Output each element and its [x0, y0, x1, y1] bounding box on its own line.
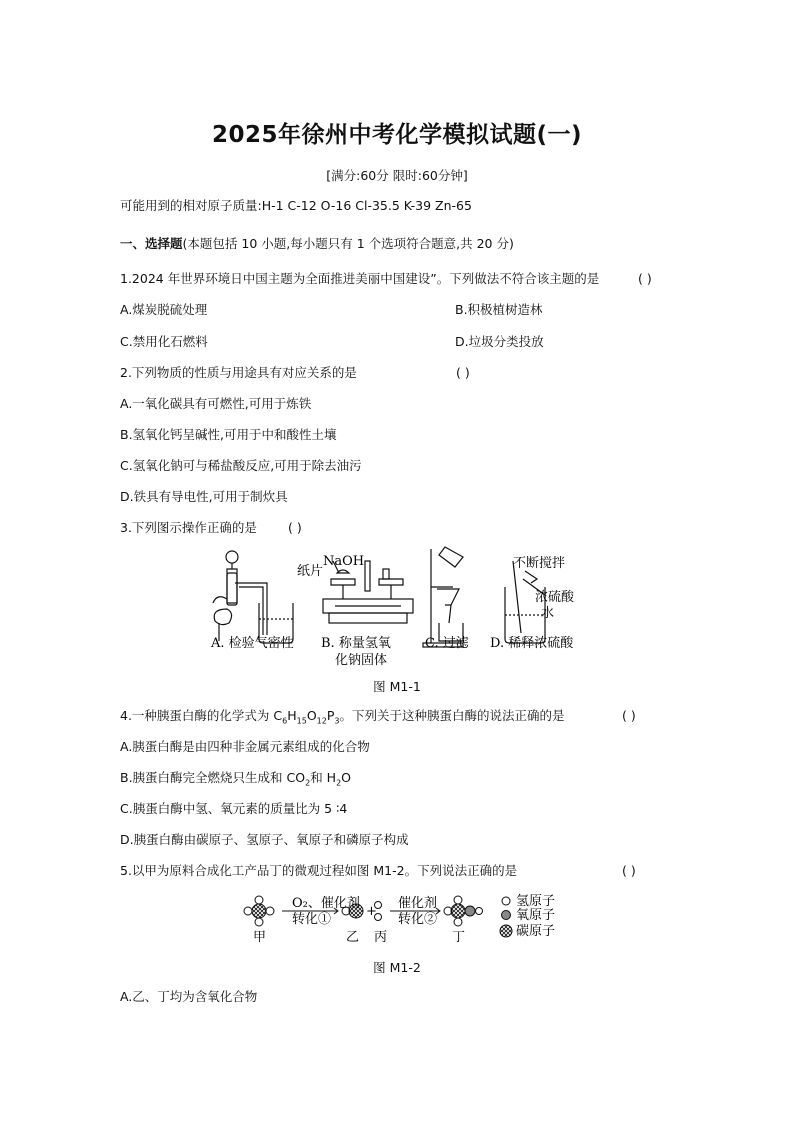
q4-b-sub1: 2: [305, 778, 311, 788]
option-c-label: C. 过滤: [425, 636, 469, 651]
formula-h: H: [287, 708, 297, 723]
section-heading: [120, 236, 514, 252]
q4-b-post: O: [341, 770, 351, 785]
molecule-jia: [244, 896, 274, 926]
label-yi: 乙: [346, 930, 360, 945]
q2-answer-paren: ( ): [456, 365, 470, 380]
formula-sub-c: 6: [282, 716, 288, 726]
q1-option-a: A.煤炭脱硫处理: [120, 302, 208, 317]
figure-m1-2-caption: 图 M1-2: [373, 960, 421, 975]
q2-option-c: C.氢氧化钠可与稀盐酸反应,可用于除去油污: [120, 458, 362, 473]
q3-stem: 3.下列图示操作正确的是: [120, 520, 257, 535]
section-desc: (本题包括 10 小题,每小题只有 1 个选项符合题意,共 20 分): [182, 236, 514, 251]
legend-oxygen-icon: [502, 911, 511, 920]
arrow2-bottom-label: 转化②: [398, 912, 438, 927]
option-b-label-2: 化钠固体: [335, 653, 388, 668]
q4-b-mid: 和 H: [310, 770, 337, 785]
q4-option-c: C.胰蛋白酶中氢、氧元素的质量比为 5 ∶4: [120, 801, 348, 816]
label-jia: 甲: [253, 930, 267, 945]
arrow2-top-label: 催化剂: [398, 896, 438, 911]
balance-apparatus: [323, 561, 413, 623]
arrow1-bottom-label: 转化①: [292, 912, 332, 927]
q1-answer-paren: ( ): [638, 271, 652, 286]
label-paper: 纸片: [297, 564, 324, 579]
legend-carbon-icon: [500, 925, 512, 937]
legend-oxygen-label: 氧原子: [516, 908, 556, 923]
q5-answer-paren: ( ): [622, 863, 636, 878]
q4-option-a: A.胰蛋白酶是由四种非金属元素组成的化合物: [120, 739, 370, 754]
exam-info: [满分:60分 限时:60分钟]: [326, 168, 468, 183]
formula-sub-h: 15: [296, 716, 307, 726]
legend-hydrogen-label: 氢原子: [516, 894, 556, 909]
formula-sub-o: 12: [316, 716, 327, 726]
q4-stem: [120, 708, 565, 730]
q4-b-sub2: 2: [336, 778, 342, 788]
figure-m1-2: [240, 893, 560, 945]
legend-carbon-label: 碳原子: [516, 924, 556, 939]
q4-option-d: D.胰蛋白酶由碳原子、氢原子、氧原子和磷原子构成: [120, 832, 409, 847]
q4-option-b: [120, 770, 351, 792]
atomic-masses: 可能用到的相对原子质量:H-1 C-12 O-16 Cl-35.5 K-39 Zn-65: [120, 198, 472, 213]
label-water: 水: [541, 606, 555, 621]
option-d-label: D. 稀释浓硫酸: [490, 636, 574, 651]
q1-option-c: C.禁用化石燃料: [120, 334, 208, 349]
page-title: 2025年徐州中考化学模拟试题(一): [211, 122, 583, 148]
arrow1-top-label: O₂、催化剂: [292, 896, 360, 911]
airtightness-apparatus: [213, 551, 293, 643]
molecule-ding: [444, 896, 483, 926]
section-title: 一、选择题: [120, 236, 183, 251]
q2-option-b: B.氢氧化钙呈碱性,可用于中和酸性土壤: [120, 427, 337, 442]
q2-stem: 2.下列物质的性质与用途具有对应关系的是: [120, 365, 357, 380]
figure-m1-1-caption: 图 M1-1: [373, 679, 421, 694]
figure-m1-1: [205, 543, 595, 671]
label-acid: 浓硫酸: [535, 590, 575, 605]
legend-hydrogen-icon: [502, 897, 510, 905]
option-a-label: A. 检验气密性: [211, 636, 294, 651]
q4-answer-paren: ( ): [622, 708, 636, 723]
formula-sub-p: 3: [334, 716, 340, 726]
label-bing: 丙: [374, 930, 388, 945]
q1-option-d: D.垃圾分类投放: [455, 334, 544, 349]
q2-option-a: A.一氧化碳具有可燃性,可用于炼铁: [120, 396, 312, 411]
q4-stem-post: 。下列关于这种胰蛋白酶的说法正确的是: [339, 708, 565, 723]
q5-option-a: A.乙、丁均为含氧化合物: [120, 989, 258, 1004]
label-ding: 丁: [452, 930, 466, 945]
q4-b-pre: B.胰蛋白酶完全燃烧只生成和 CO: [120, 770, 306, 785]
q4-stem-pre: 4.一种胰蛋白酶的化学式为 C: [120, 708, 283, 723]
q1-stem: 1.2024 年世界环境日中国主题为全面推进美丽中国建设”。下列做法不符合该主题的是: [120, 271, 600, 286]
option-b-label-1: B. 称量氢氧: [321, 636, 391, 651]
label-stir: 不断搅拌: [513, 556, 566, 571]
q2-option-d: D.铁具有导电性,可用于制炊具: [120, 489, 288, 504]
label-naoh: NaOH: [323, 554, 365, 569]
plus-sign: +: [366, 904, 377, 919]
q3-answer-paren: ( ): [288, 520, 302, 535]
q1-option-b: B.积极植树造林: [455, 302, 543, 317]
formula-o: O: [306, 708, 317, 723]
formula-p: P: [326, 708, 335, 723]
filtration-apparatus: [423, 547, 463, 647]
q5-stem: 5.以甲为原料合成化工产品丁的微观过程如图 M1-2。下列说法正确的是: [120, 863, 518, 878]
